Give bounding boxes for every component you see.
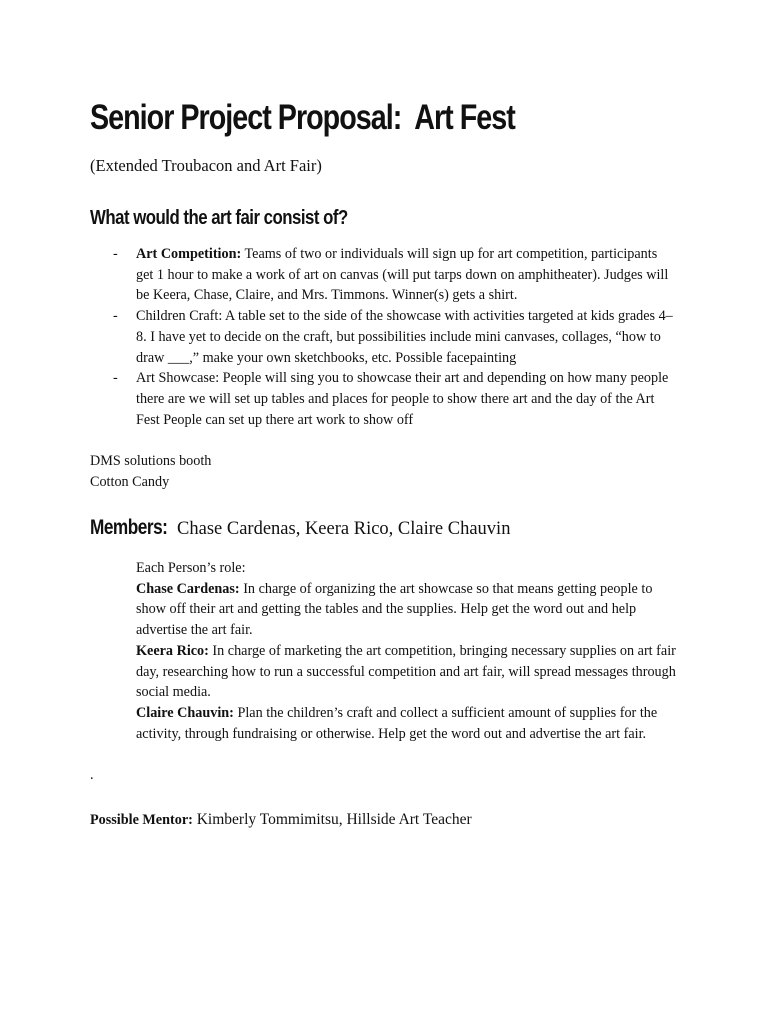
role-paragraph	[136, 641, 676, 703]
stray-mark: .	[90, 767, 94, 783]
extra-line: DMS solutions booth	[90, 453, 212, 469]
list-item	[113, 368, 673, 430]
list-item	[113, 306, 673, 368]
role-text: Plan the children’s craft and collect a sufficient amount of supplies for the activity, through fundraising or otherwise. Help get the word out and advertise the art fair.	[136, 704, 658, 742]
list-bullet: -	[113, 308, 118, 325]
list-bullet: -	[113, 246, 118, 262]
role-text: In charge of organizing the art showcase so that means getting people to show off their art and getting the tables and the supplies. Help get the word out and help advertise the art fair.	[136, 580, 653, 639]
list-item-label: Art Competition:	[136, 246, 242, 262]
mentor-label: Possible Mentor:	[90, 812, 193, 828]
roles-intro: Each Person’s role:	[136, 560, 246, 576]
list-item-text: Children Craft: A table set to the side of the showcase with activities targeted at kids grades 4–8. I have yet to decide on the craft, but possibilities include mini canvases, collages, “how to draw ___,” make your own sketchbooks, etc. Possible facepainting	[136, 308, 673, 366]
document-title: Senior Project Proposal: Art Fest	[90, 98, 515, 137]
role-text: In charge of marketing the art competition, bringing necessary supplies on art fair day, researching how to run a successful competition and art fair, will spread messages through social media.	[136, 642, 676, 701]
mentor-line	[90, 811, 472, 829]
art-fair-list	[113, 244, 673, 430]
extra-items	[90, 451, 211, 492]
mentor-value: Kimberly Tommimitsu, Hillside Art Teacher	[192, 811, 472, 828]
list-item-text: Teams of two or individuals will sign up for art competition, participants get 1 hour to make a work of art on canvas (will put tarps down on amphitheater). Judges will be Keera, Chase, Claire, and Mrs. Timmons. Winner(s) gets a shirt.	[136, 246, 669, 304]
list-bullet: -	[113, 370, 118, 387]
members-line	[90, 516, 510, 548]
role-name: Claire Chauvin:	[136, 704, 234, 721]
document-subtitle: (Extended Troubacon and Art Fair)	[90, 156, 322, 175]
role-paragraph	[136, 703, 676, 744]
role-name: Keera Rico:	[136, 642, 209, 659]
list-item	[113, 244, 673, 306]
members-label: Members:	[90, 516, 168, 539]
extra-line: Cotton Candy	[90, 473, 170, 490]
list-item-text: Art Showcase: People will sing you to showcase their art and depending on how many people there are we will set up tables and places for people to show there art and the day of the Art Fest People can set up there art work to show off	[136, 370, 669, 428]
role-paragraph	[136, 579, 676, 641]
role-name: Chase Cardenas:	[136, 580, 240, 597]
section-heading: What would the art fair consist of?	[90, 207, 348, 229]
roles-section	[136, 558, 676, 744]
members-names: Chase Cardenas, Keera Rico, Claire Chauvin	[172, 519, 511, 539]
